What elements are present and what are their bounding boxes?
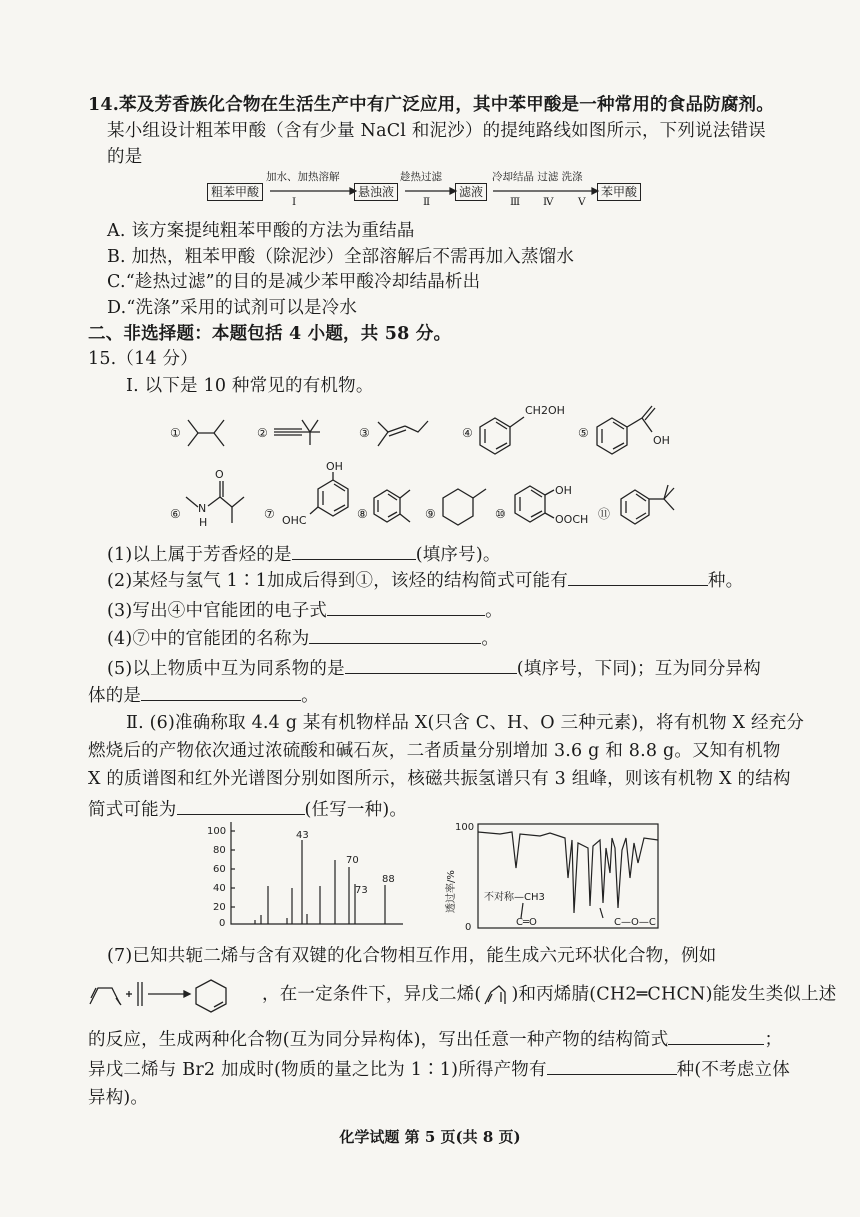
flow-roman2: Ⅱ [423,196,431,208]
ir-annot-coc: C—O—C [614,917,656,928]
q15-p2-l3: X 的质谱图和红外光谱图分别如图所示，核磁共振氢谱只有 3 组峰，则该有机物 X 的结构 [88,769,791,789]
flow-roman3: Ⅲ [510,196,521,208]
ir-y100: 100 [455,822,475,833]
q15-s1-text: (1)以上属于芳香烃的是 [107,545,292,565]
q15-s7-l1: (7)已知共轭二烯与含有双键的化合物相互作用，能生成六元环状化合物，例如 [107,946,717,966]
q15-s4-tail: 。 [481,629,500,649]
section2-title: 二、非选择题：本题包括 4 小题，共 58 分。 [88,324,452,344]
ch2oh-text: CH2OH [525,404,565,417]
q15-s7-l2-tail: )和丙烯腈(CH2═CHCN)能发生类似上述 [511,984,837,1005]
q15-s4 [107,625,499,651]
q15-s7-l2 [262,982,837,1008]
oocch-text-10: OOCH [555,513,589,526]
isoprene-structure-icon [481,982,511,1008]
ohc-text-7: OHC [282,514,307,527]
q14-option-a: A. 该方案提纯粗苯甲酸的方法为重结晶 [107,221,415,241]
n-text-6: N [198,502,207,515]
q15-p2-l1: Ⅱ. (6)准确称取 4.4 g 某有机物样品 X(只含 C、H、O 三种元素)，将有机物 X 经充分 [126,713,805,733]
q15-head: 15.（14 分） [88,349,198,369]
q15-s2-tail: 种。 [707,571,744,591]
q15-s7-l3 [88,1026,782,1052]
q15-s3-text: (3)写出④中官能团的电子式 [107,601,328,621]
q14-option-d: D.“洗涤”采用的试剂可以是冷水 [107,298,358,318]
mass-spectrum-chart [195,818,415,930]
flow-roman4: Ⅳ [543,196,554,208]
flow-step2: 趁热过滤 [400,171,442,183]
q15-s7-l3-text: 的反应，生成两种化合物(互为同分异构体)，写出任意一种产物的结构简式 [88,1030,669,1050]
flow-box-crude: 粗苯甲酸 [207,183,263,201]
q15-s1-tail: (填序号)。 [415,545,501,565]
q15-s7-l3-tail: ； [764,1030,783,1050]
flow-step3: 冷却结晶 过滤 洗涤 [492,171,583,183]
q15-s3-tail: 。 [485,601,503,621]
o-text-6: O [215,468,224,481]
answer-blank-3[interactable] [327,597,485,616]
q15-s1 [107,541,501,567]
ms-ytick-0: 0 [219,918,226,929]
q15-s2 [107,567,743,593]
q15-s5-cont-text: 体的是 [88,686,142,706]
flow-step1: 加水、加热溶解 [266,171,340,183]
q14-line2: 某小组设计粗苯甲酸（含有少量 NaCl 和泥沙）的提纯路线如图所示，下列说法错误 [107,121,766,141]
label-11: ⑪ [598,507,611,521]
answer-blank-1[interactable] [292,541,416,560]
ms-peak-label-73: 73 [355,885,368,896]
ir-annot-ch3: 不对称—CH3 [484,892,545,903]
q15-s5-cont [88,682,319,708]
label-7: ⑦ [264,507,275,521]
answer-blank-2[interactable] [568,567,708,586]
q15-s7-l4 [88,1056,790,1082]
q15-s7-l4-tail: 种(不考虑立体 [676,1060,790,1080]
ms-ytick-20: 20 [213,902,226,913]
flow-box-suspension: 悬浊液 [354,183,398,201]
h-text-6: H [199,516,208,529]
diels-alder-example [86,972,266,1016]
q15-s4-text: (4)⑦中的官能团的名称为 [107,629,310,649]
q14-option-c: C.“趁热过滤”的目的是减少苯甲酸冷却结晶析出 [107,272,481,292]
answer-blank-7a[interactable] [668,1026,764,1045]
answer-blank-6[interactable] [177,796,305,815]
ms-ytick-40: 40 [213,883,226,894]
answer-blank-5b[interactable] [141,682,301,701]
ir-annot-co: C═O [516,917,537,928]
oh-text-7: OH [326,460,343,473]
flow-roman1: Ⅰ [292,196,297,208]
label-6: ⑥ [170,507,181,521]
label-1: ① [170,426,181,440]
q15-s7-l5: 异构)。 [88,1088,149,1108]
ir-spectrum-chart [440,818,670,938]
label-4: ④ [462,426,473,440]
ms-peak-label-88: 88 [382,874,395,885]
q15-s5-mid: (填序号，下同)；互为同分异构 [516,659,761,679]
q15-p2-l4-tail: (任写一种)。 [304,800,408,820]
answer-blank-5a[interactable] [345,655,517,674]
ms-ytick-60: 60 [213,864,226,875]
q14-line3: 的是 [107,147,143,167]
q14-option-b: B. 加热，粗苯甲酸（除泥沙）全部溶解后不需再加入蒸馏水 [107,247,575,267]
q15-p2-l4-text: 简式可能为 [88,800,177,820]
q15-s3 [107,597,503,623]
answer-blank-7b[interactable] [547,1056,677,1075]
q15-s5-text: (5)以上物质中互为同系物的是 [107,659,345,679]
q15-p2-l2: 燃烧后的产物依次通过浓硫酸和碱石灰，二者质量分别增加 3.6 g 和 8.8 g。又知有机物 [88,741,781,761]
organic-structures [0,0,860,540]
flow-box-benzoic: 苯甲酸 [597,183,641,201]
ms-peak-label-70: 70 [346,855,359,866]
page-footer: 化学试题 第 5 页(共 8 页) [339,1128,521,1146]
q14-line1: 14.苯及芳香族化合物在生活生产中有广泛应用，其中苯甲酸是一种常用的食品防腐剂。 [88,95,774,115]
label-8: ⑧ [357,507,368,521]
q15-s7-l2-text: ，在一定条件下，异戊二烯( [262,984,482,1005]
label-2: ② [257,426,268,440]
q15-s7-l4-text: 异戊二烯与 Br2 加成时(物质的量之比为 1∶1)所得产物有 [88,1060,547,1080]
ms-ytick-100: 100 [207,826,227,837]
label-10: ⑩ [495,507,506,521]
ir-ylabel: 透过率/% [446,870,457,913]
q15-s5 [107,655,761,681]
q15-s5-tail: 。 [301,686,319,706]
oh-text-5: OH [653,434,670,447]
ir-y0: 0 [465,922,472,933]
q15-part1: Ⅰ. 以下是 10 种常见的有机物。 [126,376,374,396]
ms-peak-label-43: 43 [296,830,309,841]
label-3: ③ [359,426,370,440]
label-9: ⑨ [425,507,436,521]
answer-blank-4[interactable] [309,625,481,644]
flow-box-filtrate: 滤液 [455,183,487,201]
oh-text-10: OH [555,484,572,497]
flow-roman5: Ⅴ [578,196,586,208]
ms-ytick-80: 80 [213,845,226,856]
q15-s2-text: (2)某烃与氢气 1∶1加成后得到①，该烃的结构简式可能有 [107,571,568,591]
label-5: ⑤ [578,426,589,440]
